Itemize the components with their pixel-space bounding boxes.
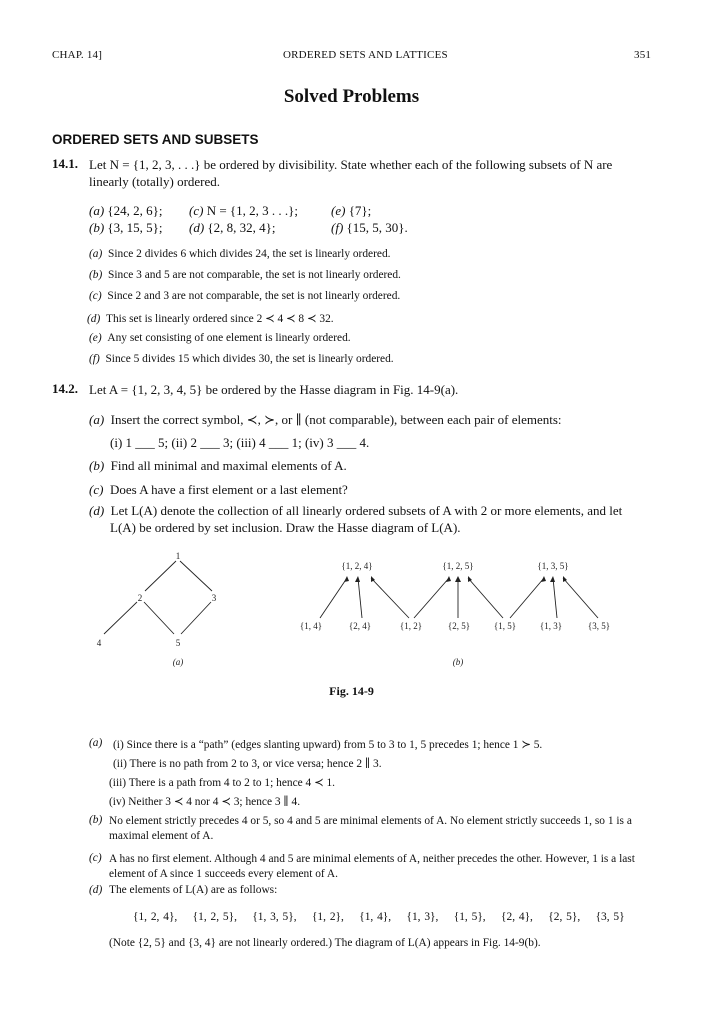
answer-d-label: (d) (89, 884, 103, 896)
solution-c: (c) Since 2 and 3 are not comparable, the set is not linearly ordered. (89, 290, 401, 302)
node-124: {1, 2, 4} (341, 561, 373, 571)
edge-2-4 (104, 602, 137, 634)
solution-b: (b) Since 3 and 5 are not comparable, the set is not linearly ordered. (89, 269, 401, 281)
question-a-items: (i) 1 ___ 5; (ii) 2 ___ 3; (iii) 4 ___ 1; (iv) 3 ___ 4. (110, 435, 370, 450)
answer-b: No element strictly precedes 4 or 5, so 4 and 5 are minimal elements of A. No element strictly succeeds 1, so 1 is a maximal element of A. (109, 815, 632, 842)
figure-label-a: (a) (172, 657, 184, 667)
running-header-chapter: CHAP. 14] (52, 49, 103, 61)
question-d: (d) Let L(A) denote the collection of all linearly ordered subsets of A with 2 or more elements, and let (89, 503, 623, 518)
option-e: (e) {7}; (331, 203, 372, 218)
problem-number-14-2: 14.2. (52, 381, 78, 396)
edge-2-5 (144, 602, 174, 634)
answer-a-label: (a) (89, 737, 103, 749)
answer-c-label: (c) (89, 852, 102, 864)
answer-note: (Note {2, 5} and {3, 4} are not linearly ordered.) The diagram of L(A) appears in Fig. 14-9(b). (109, 937, 541, 949)
node-35: {3, 5} (587, 621, 611, 631)
node-125: {1, 2, 5} (442, 561, 474, 571)
node-3: 3 (211, 593, 217, 603)
option-f: (f) {15, 5, 30}. (331, 220, 408, 235)
node-2: 2 (137, 593, 143, 603)
problem-text-14-2: Let A = {1, 2, 3, 4, 5} be ordered by the Hasse diagram in Fig. 14-9(a). (89, 382, 459, 397)
edge-3-5 (181, 602, 211, 634)
node-12: {1, 2} (399, 621, 423, 631)
solution-a: (a) Since 2 divides 6 which divides 24, the set is linearly ordered. (89, 248, 391, 260)
section-heading: ORDERED SETS AND SUBSETS (52, 132, 259, 147)
answer-a-i: (i) Since there is a “path” (edges slanting upward) from 5 to 3 to 1, 5 precedes 1; hence 1 ≻ 5. (113, 739, 543, 751)
problem-text-14-1: Let N = {1, 2, 3, . . .} be ordered by divisibility. State whether each of the following subsets of N are linearly (totally) ordered. (89, 157, 613, 189)
question-b: (b) Find all minimal and maximal elements of A. (89, 458, 347, 473)
edge-1-3 (180, 561, 212, 591)
node-135: {1, 3, 5} (537, 561, 569, 571)
option-b: (b) {3, 15, 5}; (89, 220, 163, 235)
solution-e: (e) Any set consisting of one element is linearly ordered. (89, 332, 351, 344)
running-header-title: ORDERED SETS AND LATTICES (283, 49, 448, 61)
figure-label-b: (b) (452, 657, 464, 667)
figure-caption: Fig. 14-9 (329, 684, 374, 698)
answer-a-ii: (ii) There is no path from 2 to 3, or vice versa; hence 2 ∥ 3. (113, 758, 382, 770)
edge-1-2 (145, 561, 176, 591)
answer-c: A has no first element. Although 4 and 5 are minimal elements of A, neither precedes the other. However, 1 is a last element of A since 1 succeeds every element of A. (109, 853, 635, 880)
answer-a-iii: (iii) There is a path from 4 to 2 to 1; hence 4 ≺ 1. (109, 777, 336, 789)
node-1: 1 (175, 551, 181, 561)
node-14: {1, 4} (299, 621, 323, 631)
page-number: 351 (634, 49, 652, 61)
question-d-cont: L(A) be ordered by set inclusion. Draw the Hasse diagram of L(A). (110, 520, 461, 535)
solution-f: (f) Since 5 divides 15 which divides 30, the set is linearly ordered. (89, 353, 394, 365)
node-25: {2, 5} (447, 621, 471, 631)
page-title: Solved Problems (283, 86, 420, 107)
node-15: {1, 5} (493, 621, 517, 631)
solution-d: (d) This set is linearly ordered since 2 ≺ 4 ≺ 8 ≺ 32. (87, 313, 334, 325)
node-24: {2, 4} (348, 621, 372, 631)
option-a: (a) {24, 2, 6}; (89, 203, 163, 218)
node-4: 4 (96, 638, 102, 648)
node-13: {1, 3} (539, 621, 563, 631)
option-c: (c) N = {1, 2, 3 . . .}; (189, 203, 298, 218)
node-5: 5 (175, 638, 181, 648)
answer-d: The elements of L(A) are as follows: (109, 884, 278, 896)
l-of-a-list: {1, 2, 4}, {1, 2, 5}, {1, 3, 5}, {1, 2}, {1, 4}, {1, 3}, {1, 5}, {2, 4}, {2, 5}, {3, 5} (133, 911, 625, 923)
question-c: (c) Does A have a first element or a last element? (89, 482, 348, 497)
question-a: (a) Insert the correct symbol, ≺, ≻, or ∥ (not comparable), between each pair of elements: (89, 412, 562, 427)
answer-a-iv: (iv) Neither 3 ≺ 4 nor 4 ≺ 3; hence 3 ∥ 4. (109, 796, 301, 808)
option-d: (d) {2, 8, 32, 4}; (189, 220, 276, 235)
answer-b-label: (b) (89, 814, 103, 826)
problem-number-14-1: 14.1. (52, 156, 78, 171)
figure-14-9 (0, 545, 703, 680)
